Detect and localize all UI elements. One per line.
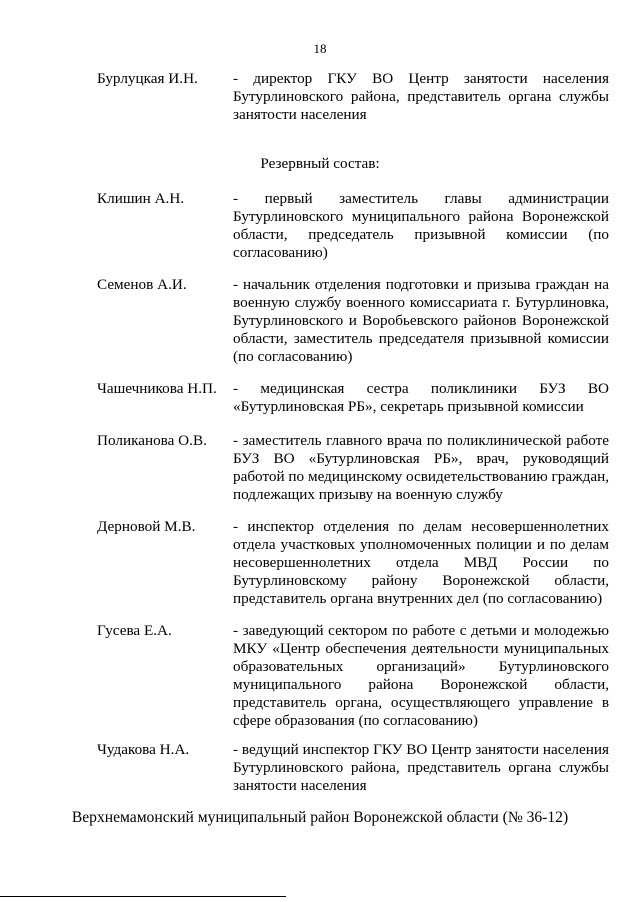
reserve-heading: Резервный состав: bbox=[260, 155, 380, 172]
footnote-divider bbox=[0, 896, 286, 897]
member-name: Поликанова О.В. bbox=[97, 432, 207, 449]
member-name: Чудакова Н.А. bbox=[97, 741, 190, 758]
member-name: Клишин А.Н. bbox=[97, 190, 185, 207]
district-heading: Верхнемамонский муниципальный район Воронежской области (№ 36-12) bbox=[71, 809, 569, 826]
page-number: 18 bbox=[313, 41, 327, 56]
member-role-burlutskaya: - директор ГКУ ВО Центр занятости населения Бутурлиновского района, представитель органа службы занятости населения bbox=[233, 70, 609, 123]
member-name: Чашечникова Н.П. bbox=[97, 380, 217, 397]
member-role: - ведущий инспектор ГКУ ВО Центр занятости населения Бутурлиновского района, представитель органа службы занятости населения bbox=[233, 741, 609, 794]
member-role: - заведующий сектором по работе с детьми и молодежью МКУ «Центр обеспечения деятельности муниципальных образовательных организаций» Бутурлиновского муниципального района Воронежской области, представитель органа, осуществляющего управление в сфере образования (по согласованию) bbox=[233, 622, 609, 729]
member-name: Дерновой М.В. bbox=[97, 518, 196, 535]
member-role: - медицинская сестра поликлиники БУЗ ВО «Бутурлиновская РБ», секретарь призывной комиссии bbox=[233, 380, 609, 415]
member-name-burlutskaya: Бурлуцкая И.Н. bbox=[97, 70, 198, 87]
member-name: Гусева Е.А. bbox=[97, 622, 172, 639]
member-role: - первый заместитель главы администрации Бутурлиновского муниципального района Воронежской области, председатель призывной комиссии (по согласованию) bbox=[233, 190, 609, 261]
member-role: - заместитель главного врача по поликлинической работе БУЗ ВО «Бутурлиновская РБ», врач, руководящий работой по медицинскому освидетельствованию граждан, подлежащих призыву на военную службу bbox=[233, 432, 609, 503]
member-role: - начальник отделения подготовки и призыва граждан на военную службу военного комиссариата г. Бутурлиновка, Бутурлиновского и Воробьевского районов Воронежской области, заместитель председателя призывной комиссии (по согласованию) bbox=[233, 276, 609, 365]
member-name: Семенов А.И. bbox=[97, 276, 187, 293]
member-role: - инспектор отделения по делам несовершеннолетних отдела участковых уполномоченных полиции и по делам несовершеннолетних отдела МВД России по Бутурлиновскому району Воронежской области, представитель органа внутренних дел (по согласованию) bbox=[233, 518, 609, 607]
